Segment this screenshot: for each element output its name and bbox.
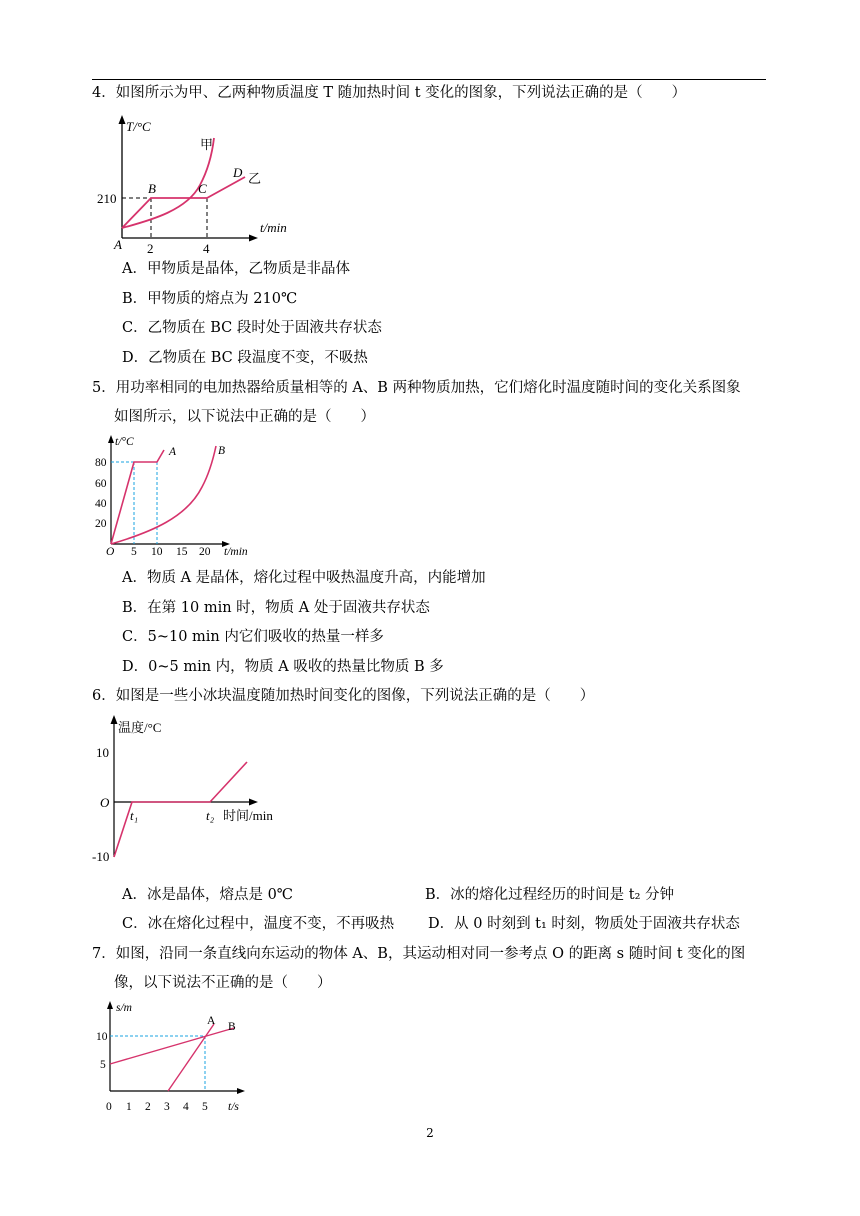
q7-x-tick-1: 1 — [126, 1101, 132, 1113]
q6-option-a: A．冰是晶体，熔点是 0℃ — [122, 887, 294, 903]
q4-x-arrow — [249, 235, 258, 242]
q4-option-d: D．乙物质在 BC 段温度不变，不吸热 — [122, 350, 368, 366]
q6-x-tick-t2: t₂ — [206, 808, 215, 823]
q6-option-b: B．冰的熔化过程经历的时间是 t₂ 分钟 — [425, 887, 675, 903]
q6-y-label: 温度/°C — [118, 720, 162, 735]
q7-label-b: B — [228, 1021, 236, 1033]
q4-y-arrow — [119, 115, 126, 124]
q7-x-arrow — [237, 1088, 245, 1094]
q6-y-arrow — [111, 715, 118, 724]
q5-label-a: A — [169, 446, 177, 458]
q5-y-tick-80: 80 — [95, 457, 107, 469]
q7-x-tick-5: 5 — [202, 1101, 208, 1113]
q5-y-label: t/°C — [115, 436, 134, 448]
q7-figure — [96, 998, 266, 1116]
q5-x-label: t/min — [224, 546, 248, 558]
q6-x-tick-t1: t₁ — [130, 808, 139, 823]
q4-y-tick: 210 — [97, 191, 117, 206]
q4-x-tick-2: 2 — [147, 241, 154, 256]
q6-option-c: C．冰在熔化过程中，温度不变，不再吸热 — [122, 916, 395, 932]
q4-stem: 4．如图所示为甲、乙两种物质温度 T 随加热时间 t 变化的图象，下列说法正确的是（ ） — [92, 85, 687, 101]
q7-y-arrow — [107, 1001, 113, 1009]
q6-figure — [92, 712, 292, 872]
q4-point-d: D — [233, 165, 243, 180]
q4-x-label: t/min — [260, 220, 287, 235]
q5-curve-b — [111, 446, 216, 544]
q7-x-label: t/s — [228, 1101, 239, 1113]
q7-y-tick-5: 5 — [100, 1059, 106, 1071]
q4-x-tick-4: 4 — [203, 241, 210, 256]
q7-x-tick-3: 3 — [164, 1101, 170, 1113]
q4-point-b: B — [148, 181, 156, 196]
q5-origin: O — [106, 546, 115, 558]
q5-stem-line1: 5．用功率相同的电加热器给质量相等的 A、B 两种物质加热，它们熔化时温度随时间的变化关系图象 — [92, 380, 741, 396]
q7-label-a: A — [207, 1015, 216, 1027]
q7-stem-line1: 7．如图，沿同一条直线向东运动的物体 A、B，其运动相对同一参考点 O 的距离 s 随时间 t 变化的图 — [92, 946, 746, 962]
q4-option-b: B．甲物质的熔点为 210℃ — [122, 291, 298, 307]
q6-origin: O — [100, 795, 110, 810]
q6-y-tick-10: 10 — [96, 745, 109, 760]
q5-option-c: C．5~10 min 内它们吸收的热量一样多 — [122, 629, 384, 645]
q4-point-a: A — [114, 237, 122, 252]
q4-label-yi: 乙 — [248, 171, 262, 186]
q4-option-c: C．乙物质在 BC 段时处于固液共存状态 — [122, 320, 382, 336]
q6-x-arrow — [249, 799, 258, 806]
q6-x-label: 时间/min — [223, 808, 273, 823]
q4-point-c: C — [198, 181, 207, 196]
q5-stem-line2: 如图所示，以下说法中正确的是（ ） — [114, 409, 375, 425]
q5-x-tick-15: 15 — [176, 546, 188, 558]
q4-figure — [92, 110, 302, 256]
q5-option-b: B．在第 10 min 时，物质 A 处于固液共存状态 — [122, 600, 430, 616]
q5-y-arrow — [108, 435, 114, 443]
q5-x-tick-20: 20 — [199, 546, 211, 558]
q7-line-a — [168, 1024, 214, 1091]
q6-stem: 6．如图是一些小冰块温度随加热时间变化的图像，下列说法正确的是（ ） — [92, 688, 595, 704]
q5-x-tick-10: 10 — [151, 546, 163, 558]
q7-x-tick-0: 0 — [106, 1101, 112, 1113]
q5-option-a: A．物质 A 是晶体，熔化过程中吸热温度升高，内能增加 — [122, 570, 486, 586]
q4-option-a: A．甲物质是晶体，乙物质是非晶体 — [122, 261, 350, 277]
q5-y-tick-60: 60 — [95, 478, 107, 490]
q7-y-tick-10: 10 — [96, 1031, 108, 1043]
q7-x-tick-4: 4 — [183, 1101, 189, 1113]
q5-option-d: D．0~5 min 内，物质 A 吸收的热量比物质 B 多 — [122, 659, 444, 675]
q4-y-label: T/°C — [126, 119, 151, 134]
q5-curve-a — [111, 450, 164, 544]
q7-line-b — [110, 1028, 234, 1064]
q5-label-b: B — [218, 445, 226, 457]
q5-x-tick-5: 5 — [131, 546, 137, 558]
q5-y-tick-40: 40 — [95, 498, 107, 510]
page-number: 2 — [426, 1126, 434, 1140]
q7-stem-line2: 像，以下说法不正确的是（ ） — [114, 975, 332, 991]
q6-y-tick-neg10: -10 — [92, 849, 110, 864]
q5-y-tick-20: 20 — [95, 518, 107, 530]
q7-x-tick-2: 2 — [145, 1101, 151, 1113]
q4-label-jia: 甲 — [200, 137, 214, 152]
header-rule — [92, 79, 766, 80]
q5-figure — [92, 432, 262, 562]
q6-option-d: D．从 0 时刻到 t₁ 时刻，物质处于固液共存状态 — [428, 916, 740, 932]
q7-y-label: s/m — [116, 1002, 132, 1014]
